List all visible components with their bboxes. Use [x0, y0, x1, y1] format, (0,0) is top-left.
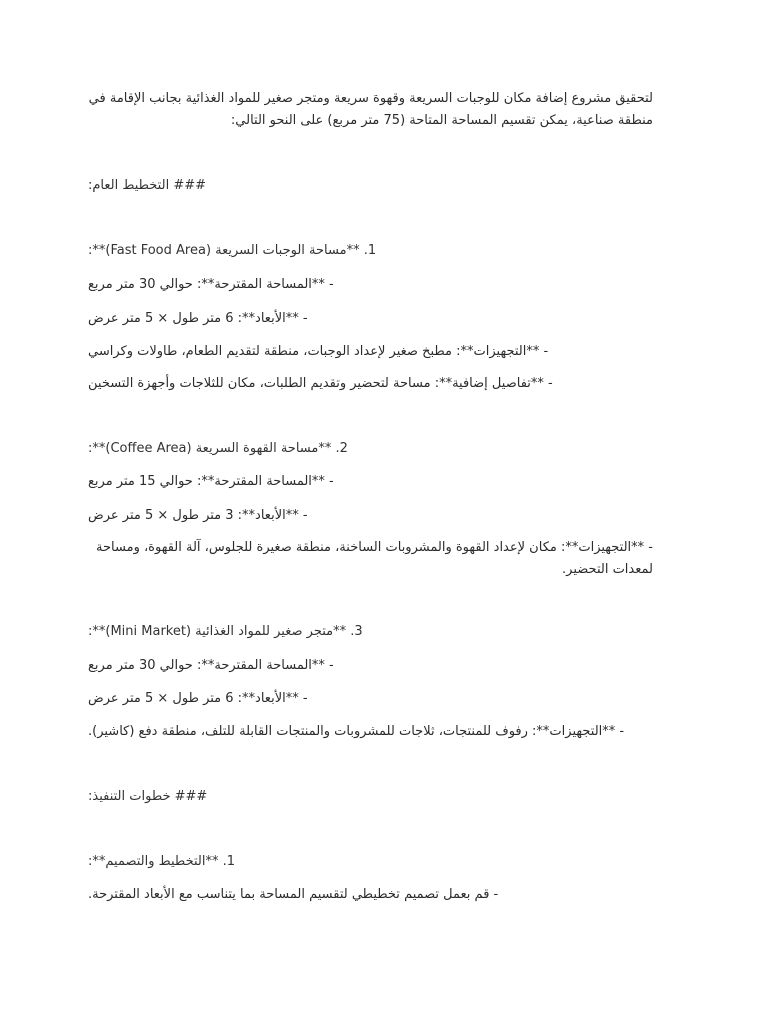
intro-paragraph: لتحقيق مشروع إضافة مكان للوجبات السريعة وقهوة سريعة ومتجر صغير للمواد الغذائية بجانب الإقامة في منطقة صناعية، يمكن تقسيم المساحة المتاحة (75 متر مربع) على النحو التالي:	[88, 91, 653, 128]
section3-heading: 3. **متجر صغير للمواد الغذائية (Mini Market)**:	[88, 624, 363, 639]
step1-heading: 1. **التخطيط والتصميم**:	[88, 854, 236, 869]
general-plan-heading: ### التخطيط العام:	[88, 178, 206, 193]
section1-area: - **المساحة المقترحة**: حوالي 30 متر مربع	[88, 277, 334, 292]
section2-area: - **المساحة المقترحة**: حوالي 15 متر مربع	[88, 474, 334, 489]
section2-heading: 2. **مساحة القهوة السريعة (Coffee Area)**:	[88, 441, 348, 456]
implementation-steps-heading: ### خطوات التنفيذ:	[88, 789, 208, 804]
section2-dimensions: - **الأبعاد**: 3 متر طول × 5 متر عرض	[88, 508, 308, 523]
section1-dimensions: - **الأبعاد**: 6 متر طول × 5 متر عرض	[88, 311, 308, 326]
section3-dimensions: - **الأبعاد**: 6 متر طول × 5 متر عرض	[88, 691, 308, 706]
section1-equipment: - **التجهيزات**: مطبخ صغير لإعداد الوجبات، منطقة لتقديم الطعام، طاولات وكراسي	[88, 344, 549, 359]
section3-area: - **المساحة المقترحة**: حوالي 30 متر مربع	[88, 658, 334, 673]
step1-item: - قم بعمل تصميم تخطيطي لتقسيم المساحة بما يتناسب مع الأبعاد المقترحة.	[88, 887, 499, 902]
section1-details: - **تفاصيل إضافية**: مساحة لتحضير وتقديم الطلبات، مكان للثلاجات وأجهزة التسخين	[88, 376, 553, 391]
section1-heading: 1. **مساحة الوجبات السريعة (Fast Food Area)**:	[88, 243, 377, 258]
section3-equipment: - **التجهيزات**: رفوف للمنتجات، ثلاجات للمشروبات والمنتجات القابلة للتلف، منطقة دفع (كاشير).	[88, 724, 625, 739]
section2-equipment: - **التجهيزات**: مكان لإعداد القهوة والمشروبات الساخنة، منطقة صغيرة للجلوس، آلة القهوة، ومساحة لمعدات التحضير.	[96, 540, 653, 577]
